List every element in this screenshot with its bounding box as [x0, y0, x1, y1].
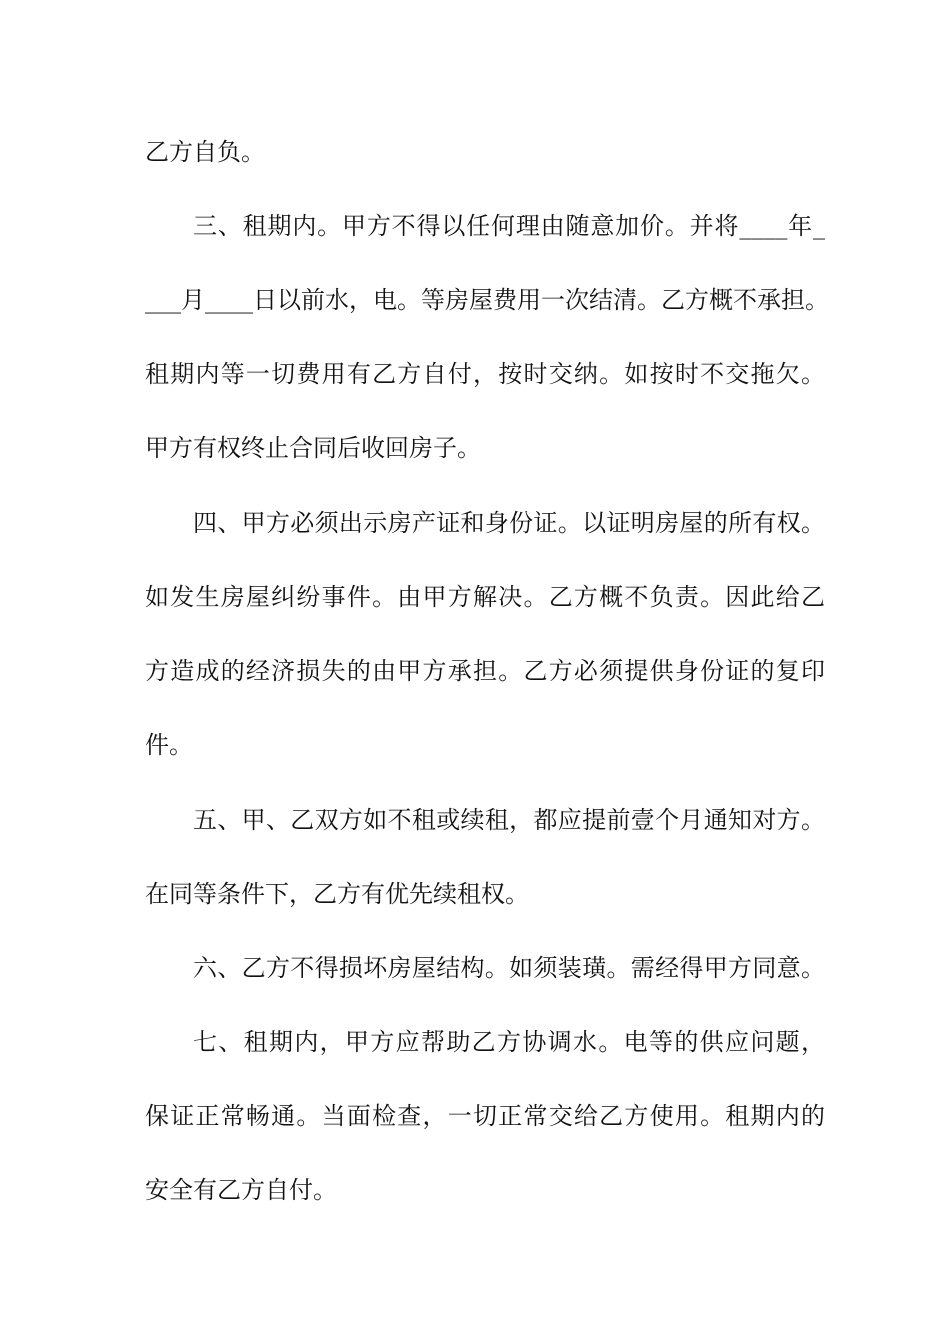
clause-6-line-1: 六、乙方不得损坏房屋结构。如须装璜。需经得甲方同意。	[193, 954, 825, 982]
clause-7-line-2: 保证正常畅通。当面检查，一切正常交给乙方使用。租期内的	[145, 1102, 825, 1130]
clause-4-line-3: 方造成的经济损失的由甲方承担。乙方必须提供身份证的复印	[145, 657, 825, 685]
clause-3-line-3: 租期内等一切费用有乙方自付，按时交纳。如按时不交拖欠。	[145, 360, 825, 388]
clause-3-line-4: 甲方有权终止合同后收回房子。	[145, 434, 481, 462]
clause-7-line-3: 安全有乙方自付。	[145, 1176, 337, 1204]
clause-4-line-1: 四、甲方必须出示房产证和身份证。以证明房屋的所有权。	[193, 509, 825, 537]
text-line-1: 乙方自负。	[145, 138, 265, 166]
clause-5-line-2: 在同等条件下，乙方有优先续租权。	[145, 880, 529, 908]
clause-4-line-2: 如发生房屋纠纷事件。由甲方解决。乙方概不负责。因此给乙	[145, 583, 825, 611]
clause-5-line-1: 五、甲、乙双方如不租或续租，都应提前壹个月通知对方。	[193, 806, 825, 834]
clause-3-line-2: ___月____日以前水，电。等房屋费用一次结清。乙方概不承担。	[145, 286, 829, 314]
clause-4-line-4: 件。	[145, 731, 193, 759]
clause-7-line-1: 七、租期内，甲方应帮助乙方协调水。电等的供应问题，	[193, 1028, 825, 1056]
clause-3-line-1: 三、租期内。甲方不得以任何理由随意加价。并将____年_	[193, 212, 825, 240]
